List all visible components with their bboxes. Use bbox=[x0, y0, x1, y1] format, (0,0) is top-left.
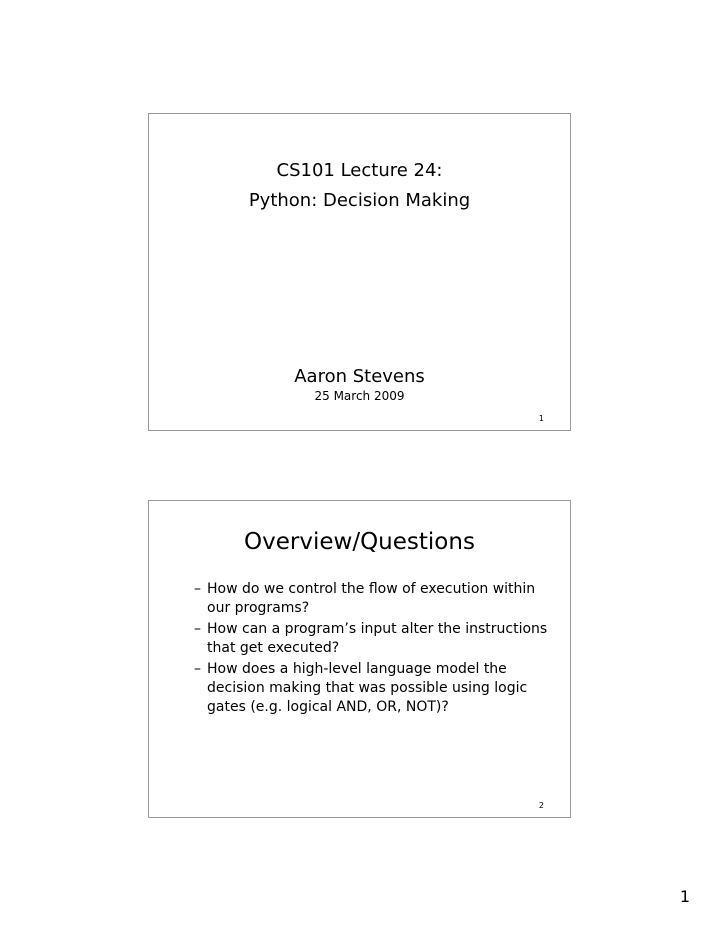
bullet-text: How do we control the flow of execution within our programs? bbox=[207, 581, 536, 616]
bullet-item bbox=[194, 620, 554, 658]
slide-number: 2 bbox=[538, 801, 544, 810]
bullet-list bbox=[194, 580, 554, 719]
dash-marker: – bbox=[194, 621, 201, 637]
slide-title: Overview/Questions bbox=[244, 529, 475, 555]
author-name: Aaron Stevens bbox=[294, 366, 425, 387]
dash-marker: – bbox=[194, 661, 201, 677]
bullet-item bbox=[194, 660, 554, 717]
bullet-text: How can a program’s input alter the instructions that get executed? bbox=[207, 621, 548, 656]
bullet-item bbox=[194, 580, 554, 618]
dash-marker: – bbox=[194, 581, 201, 597]
slide-2 bbox=[148, 500, 571, 818]
slide-number: 1 bbox=[538, 414, 544, 423]
page-number: 1 bbox=[679, 887, 690, 906]
lecture-title: CS101 Lecture 24: bbox=[276, 160, 443, 181]
slide-1 bbox=[148, 113, 571, 431]
bullet-text: How does a high-level language model the decision making that was possible using logic gates (e.g. logical AND, OR, NOT)? bbox=[207, 661, 528, 715]
lecture-date: 25 March 2009 bbox=[314, 389, 405, 403]
lecture-subtitle: Python: Decision Making bbox=[248, 190, 471, 211]
